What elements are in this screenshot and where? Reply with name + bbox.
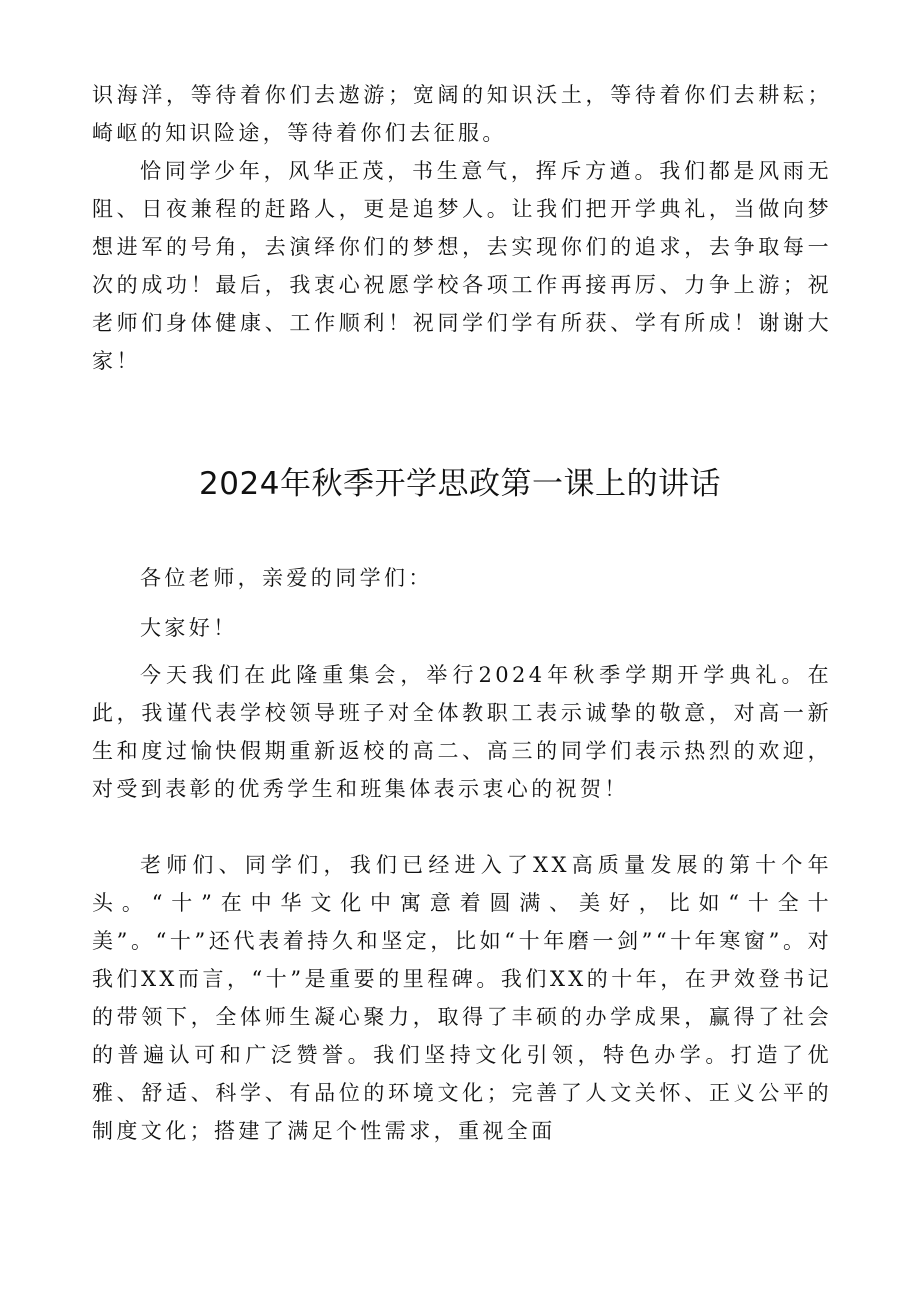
salutation: 各位老师，亲爱的同学们： xyxy=(140,566,433,590)
closing-paragraph: 恰同学少年，风华正茂，书生意气，挥斥方遒。我们都是风雨无阻、日夜兼程的赶路人，更是追梦人。让我们把开学典礼，当做向梦想进军的号角，去演绎你们的梦想，去实现你们的追求，去争取每一次的成功！最后，我衷心祝愿学校各项工作再接再厉、力争上游；祝老师们身体健康、工作顺利！祝同学们学有所获、学有所成！谢谢大家！ xyxy=(92,159,832,373)
speech-paragraph-1: 今天我们在此隆重集会，举行2024年秋季学期开学典礼。在此，我谨代表学校领导班子对全体教职工表示诚挚的敬意，对高一新生和度过愉快假期重新返校的高二、高三的同学们表示热烈的欢迎，对受到表彰的优秀学生和班集体表示衷心的祝贺！ xyxy=(92,663,832,801)
speech-title: 2024年秋季开学思政第一课上的讲话 xyxy=(199,466,721,502)
greeting: 大家好！ xyxy=(140,616,238,640)
speech-paragraph-2: 老师们、同学们，我们已经进入了XX高质量发展的第十个年头。“十”在中华文化中寓意着圆满、美好，比如“十全十美”。“十”还代表着持久和坚定，比如“十年磨一剑”“十年寒窗”。对我们XX而言，“十”是重要的里程碑。我们XX的十年，在尹效登书记的带领下，全体师生凝心聚力，取得了丰硕的办学成果，赢得了社会的普遍认可和广泛赞誉。我们坚持文化引领，特色办学。打造了优雅、舒适、科学、有品位的环境文化；完善了人文关怀、正义公平的制度文化；搭建了满足个性需求，重视全面 xyxy=(92,853,832,1143)
previous-paragraph-tail: 识海洋，等待着你们去遨游；宽阔的知识沃土，等待着你们去耕耘；崎岖的知识险途，等待着你们去征服。 xyxy=(92,83,832,145)
